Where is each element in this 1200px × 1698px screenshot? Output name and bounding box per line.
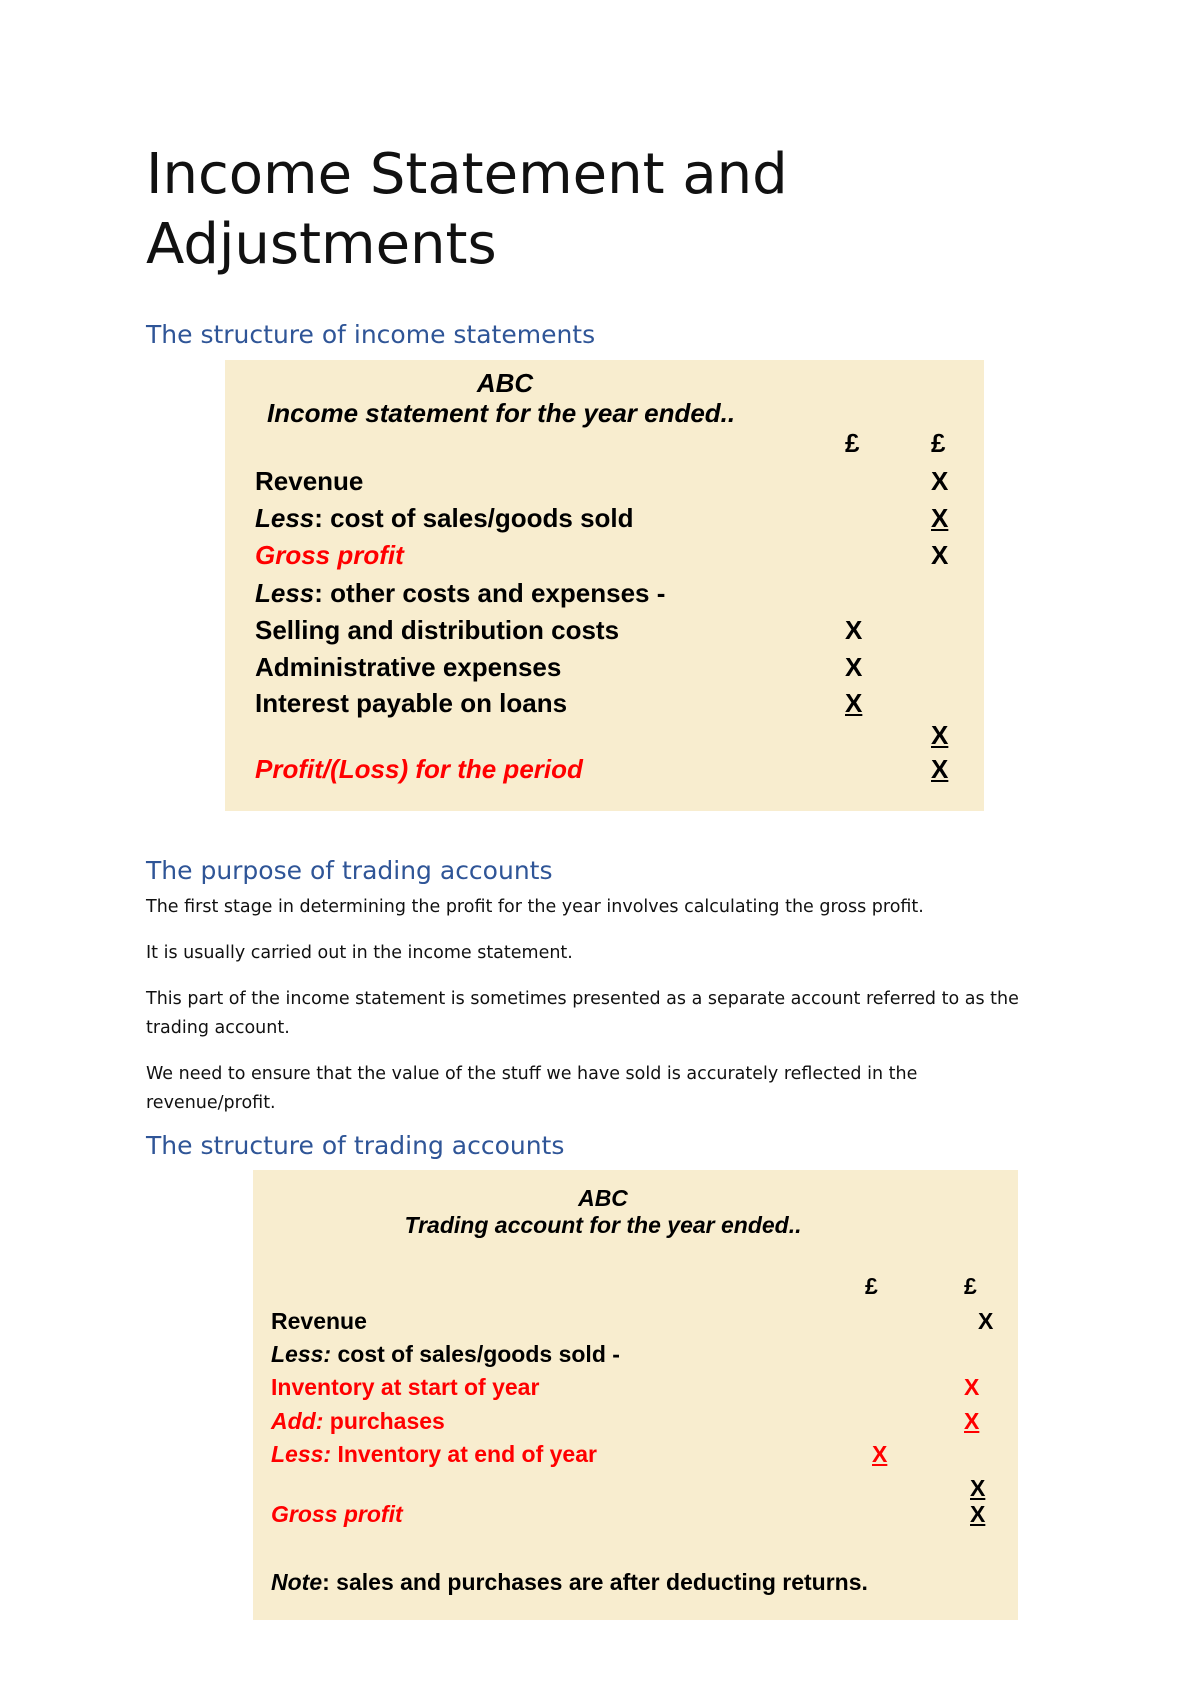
row-profit-value: X [931, 754, 949, 784]
note-rest: : sales and purchases are after deducting returns. [322, 1569, 868, 1595]
row-add-purchases-value: X [964, 1408, 980, 1434]
row-add-purchases-label [271, 1408, 445, 1435]
document-title: Income Statement and Adjustments [146, 142, 788, 277]
less-rest: cost of sales/goods sold - [331, 1341, 620, 1367]
income-statement-box [225, 360, 984, 811]
row-less-inventory-end-label [271, 1441, 597, 1468]
row-less-inventory-end-value: X [872, 1441, 888, 1467]
statement-company: ABC [476, 368, 534, 398]
statement-col2-header: £ [931, 428, 946, 458]
row-gross-profit-label: Gross profit [271, 1501, 403, 1527]
paragraph: The first stage in determining the profit for the year involves calculating the gross profit. [146, 897, 924, 917]
row-subtotal-value: X [970, 1475, 986, 1501]
note-prefix: Note [271, 1569, 323, 1595]
row-less-other-costs-label [255, 578, 665, 609]
paragraph: This part of the income statement is sometimes presented as a separate account referred to as the trading account. [146, 989, 1019, 1038]
row-gross-profit-value: X [970, 1501, 986, 1527]
row-revenue-value: X [931, 466, 949, 496]
section-heading-trading-purpose: The purpose of trading accounts [146, 856, 553, 885]
row-inventory-start-value: X [964, 1374, 980, 1400]
row-selling-label: Selling and distribution costs [255, 615, 620, 645]
add-rest: purchases [323, 1408, 445, 1434]
row-less-cost-of-sales-value: X [931, 503, 949, 533]
account-subtitle: Trading account for the year ended.. [404, 1212, 802, 1238]
section-heading-income-structure: The structure of income statements [146, 320, 596, 349]
row-gross-profit-label: Gross profit [255, 540, 404, 570]
row-subtotal-value: X [931, 720, 949, 750]
paragraph: We need to ensure that the value of the stuff we have sold is accurately reflected in the revenue/profit. [146, 1064, 918, 1113]
row-profit-label: Profit/(Loss) for the period [255, 754, 583, 784]
account-note [271, 1569, 868, 1596]
account-col1-header: £ [865, 1273, 878, 1299]
row-inventory-start-label: Inventory at start of year [271, 1374, 540, 1400]
row-revenue-label: Revenue [255, 466, 364, 496]
row-gross-profit-value: X [931, 540, 949, 570]
row-interest-value: X [845, 688, 863, 718]
less-rest: Inventory at end of year [331, 1441, 597, 1467]
row-selling-value: X [845, 615, 863, 645]
account-col2-header: £ [964, 1273, 977, 1299]
account-company: ABC [578, 1185, 628, 1211]
row-admin-value: X [845, 652, 863, 682]
section-heading-trading-structure: The structure of trading accounts [146, 1131, 565, 1160]
less-rest: : cost of sales/goods sold [314, 503, 634, 533]
trading-account-box [253, 1170, 1018, 1620]
row-interest-label: Interest payable on loans [255, 688, 568, 718]
less-prefix: Less [255, 578, 315, 608]
statement-col1-header: £ [845, 428, 860, 458]
less-rest: : other costs and expenses - [314, 578, 666, 608]
less-prefix: Less: [271, 1441, 332, 1467]
row-less-cost-of-sales-label [255, 503, 634, 534]
row-less-cost-of-sales-label [271, 1341, 620, 1368]
less-prefix: Less: [271, 1341, 332, 1367]
row-revenue-value: X [978, 1308, 994, 1334]
add-prefix: Add: [271, 1408, 324, 1434]
statement-subtitle: Income statement for the year ended.. [267, 398, 736, 428]
paragraph: It is usually carried out in the income statement. [146, 943, 573, 963]
row-revenue-label: Revenue [271, 1308, 367, 1334]
less-prefix: Less [255, 503, 315, 533]
row-admin-label: Administrative expenses [255, 652, 562, 682]
